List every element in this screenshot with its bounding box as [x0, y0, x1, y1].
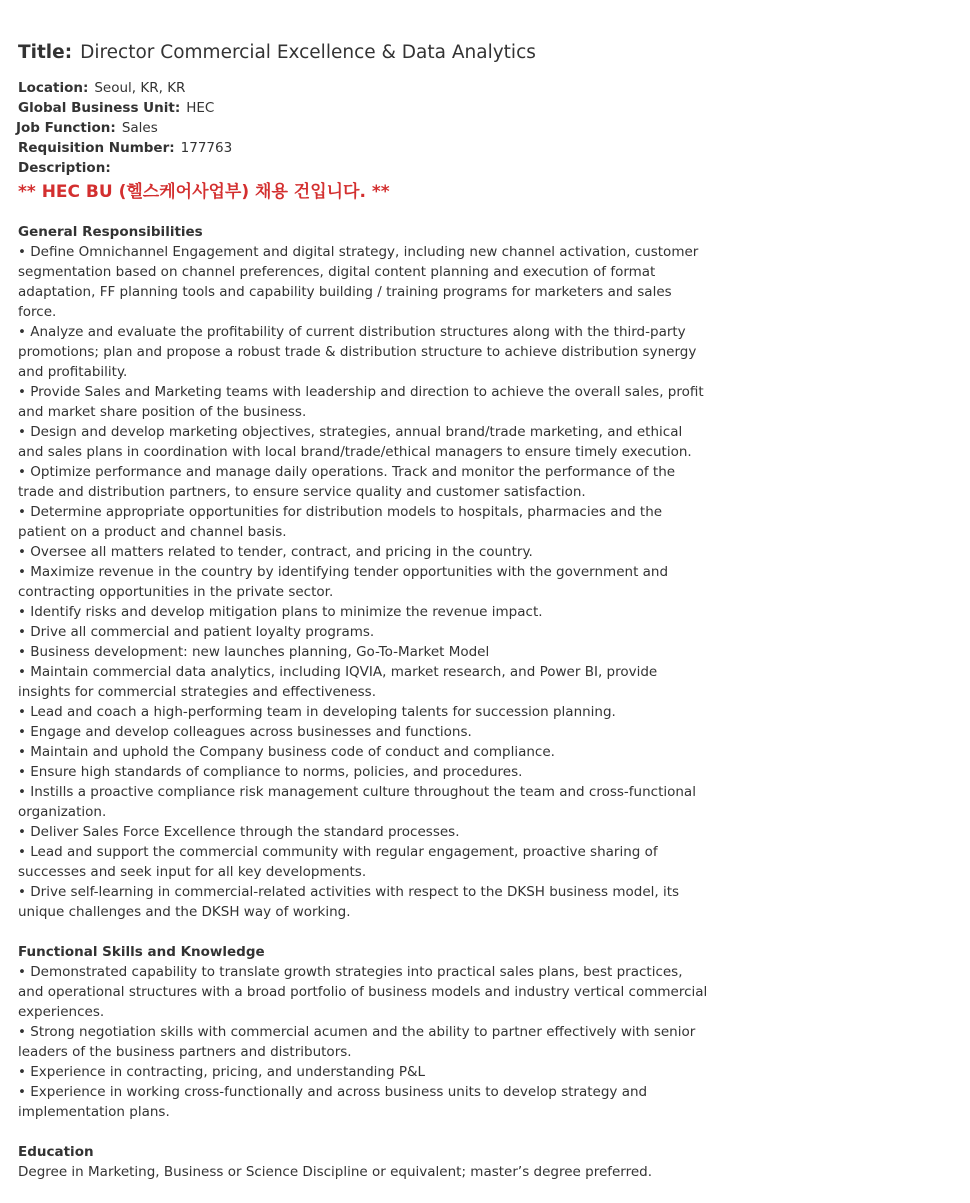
- education-text: Degree in Marketing, Business or Science Discipline or equivalent; master’s degree preferred.: [18, 1164, 653, 1180]
- list-item: • Lead and coach a high-performing team in developing talents for succession planning.: [18, 704, 616, 720]
- skills-section: [18, 942, 710, 1122]
- list-item: • Deliver Sales Force Excellence through the standard processes.: [18, 824, 460, 840]
- requisition-value: 177763: [180, 140, 233, 156]
- job-posting: [18, 38, 710, 1182]
- location-label: Location:: [18, 80, 89, 96]
- list-item: • Provide Sales and Marketing teams with leadership and direction to achieve the overall sales, profit and market share position of the business.: [18, 384, 704, 420]
- list-item: • Lead and support the commercial community with regular engagement, proactive sharing of successes and seek input for all key developments.: [18, 844, 658, 880]
- job-title: Director Commercial Excellence & Data Analytics: [80, 42, 536, 63]
- gbu-value: HEC: [186, 100, 215, 116]
- gbu-row: [18, 98, 710, 118]
- responsibilities-list: [18, 242, 710, 922]
- list-item: • Maintain and uphold the Company business code of conduct and compliance.: [18, 744, 555, 760]
- list-item: • Instills a proactive compliance risk management culture throughout the team and cross-functional organization.: [18, 784, 696, 820]
- list-item: • Strong negotiation skills with commercial acumen and the ability to partner effectively with senior leaders of the business partners and distributors.: [18, 1024, 696, 1060]
- job-meta: [18, 78, 710, 178]
- section-title: Education: [18, 1144, 94, 1160]
- list-item: • Maintain commercial data analytics, including IQVIA, market research, and Power BI, provide insights for commercial strategies and effectiveness.: [18, 664, 658, 700]
- location-value: Seoul, KR, KR: [94, 80, 186, 96]
- list-item: • Analyze and evaluate the profitability of current distribution structures along with the third-party promotions; plan and propose a robust trade & distribution structure to achieve distribution synergy and profitability.: [18, 324, 697, 380]
- responsibilities-section: [18, 222, 710, 922]
- list-item: • Ensure high standards of compliance to norms, policies, and procedures.: [18, 764, 523, 780]
- list-item: • Oversee all matters related to tender, contract, and pricing in the country.: [18, 544, 533, 560]
- list-item: • Define Omnichannel Engagement and digital strategy, including new channel activation, customer segmentation based on channel preferences, digital content planning and execution of format adaptation, FF planning tools and capability building / training programs for marketers and sales force.: [18, 244, 699, 320]
- list-item: • Design and develop marketing objectives, strategies, annual brand/trade marketing, and ethical and sales plans in coordination with local brand/trade/ethical managers to ensure timely execution.: [18, 424, 692, 460]
- list-item: • Identify risks and develop mitigation plans to minimize the revenue impact.: [18, 604, 543, 620]
- job-function-value: Sales: [121, 120, 158, 136]
- list-item: • Optimize performance and manage daily operations. Track and monitor the performance of the trade and distribution partners, to ensure service quality and customer satisfaction.: [18, 464, 676, 500]
- location-row: [18, 78, 710, 98]
- gbu-label: Global Business Unit:: [18, 100, 181, 116]
- list-item: • Drive self-learning in commercial-related activities with respect to the DKSH business model, its unique challenges and the DKSH way of working.: [18, 884, 680, 920]
- list-item: • Demonstrated capability to translate growth strategies into practical sales plans, best practices, and operational structures with a broad portfolio of business models and industry vertical commercial experiences.: [18, 964, 708, 1020]
- announcement-banner: ** HEC BU (헬스케어사업부) 채용 건입니다. **: [18, 182, 390, 202]
- list-item: • Maximize revenue in the country by identifying tender opportunities with the government and contracting opportunities in the private sector.: [18, 564, 669, 600]
- list-item: • Business development: new launches planning, Go-To-Market Model: [18, 644, 490, 660]
- job-function-label: Job Function:: [16, 120, 116, 136]
- job-function-row: [16, 118, 710, 138]
- skills-list: [18, 962, 710, 1122]
- requisition-row: [18, 138, 710, 158]
- list-item: • Experience in working cross-functionally and across business units to develop strategy and implementation plans.: [18, 1084, 648, 1120]
- list-item: • Experience in contracting, pricing, and understanding P&L: [18, 1064, 426, 1080]
- section-title: Functional Skills and Knowledge: [18, 944, 265, 960]
- title-label: Title:: [18, 42, 73, 63]
- description-label: Description:: [18, 160, 111, 176]
- requisition-label: Requisition Number:: [18, 140, 175, 156]
- list-item: • Determine appropriate opportunities for distribution models to hospitals, pharmacies and the patient on a product and channel basis.: [18, 504, 663, 540]
- description-row: [18, 158, 710, 178]
- section-title: General Responsibilities: [18, 224, 203, 240]
- education-section: [18, 1142, 710, 1182]
- list-item: • Drive all commercial and patient loyalty programs.: [18, 624, 375, 640]
- list-item: • Engage and develop colleagues across businesses and functions.: [18, 724, 472, 740]
- job-title-row: [18, 38, 710, 68]
